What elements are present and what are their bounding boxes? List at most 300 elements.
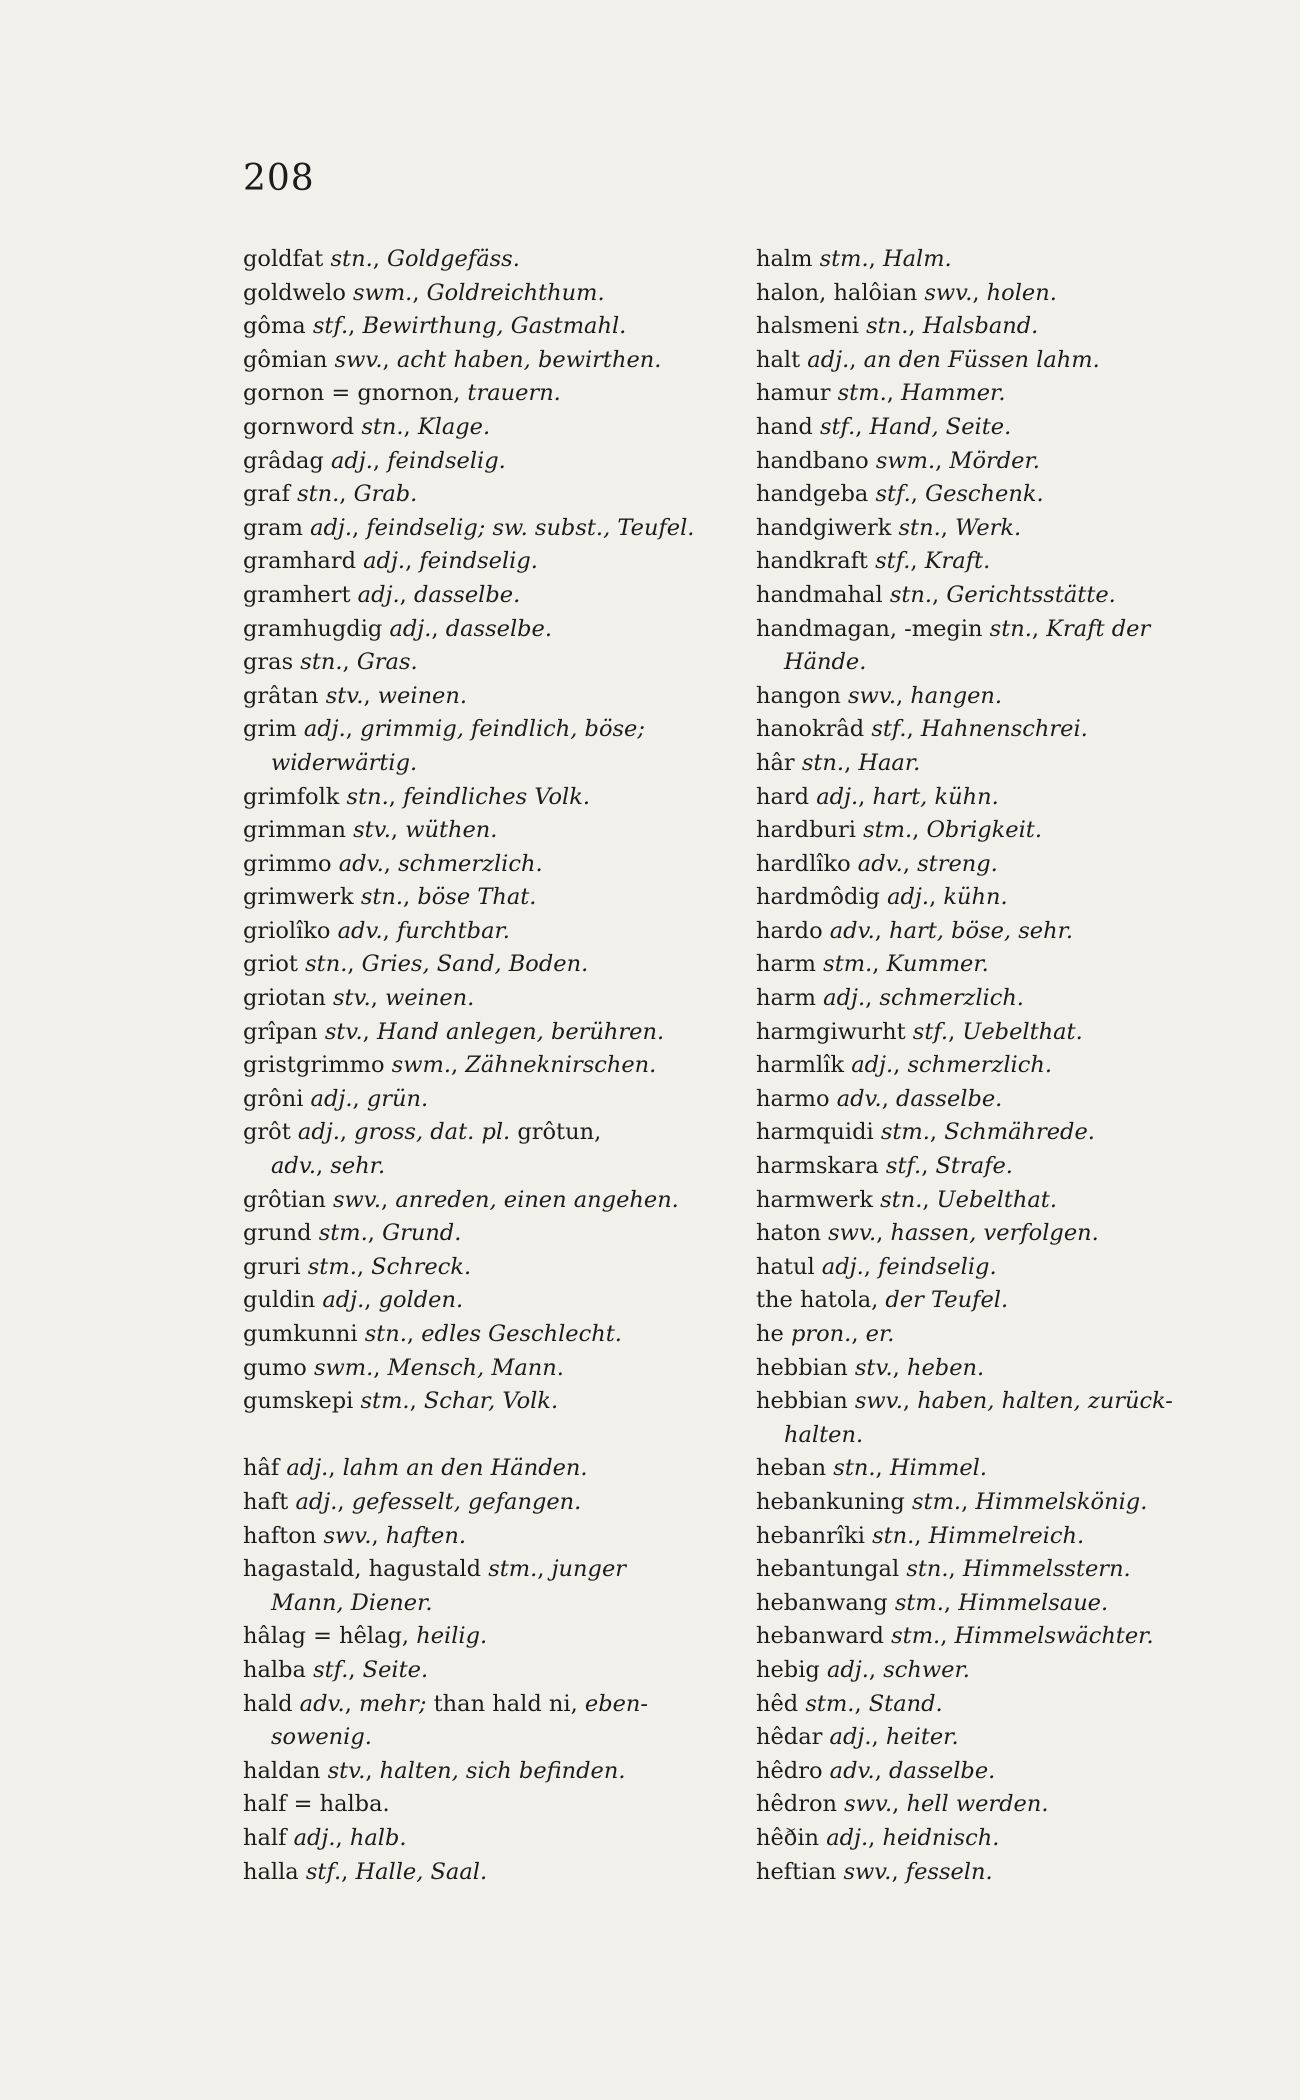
- dictionary-entry: [243, 982, 723, 1016]
- entry-line: [756, 814, 1256, 848]
- entry-continuation-line: [243, 747, 723, 781]
- headword: harm: [756, 985, 824, 1012]
- grammar-label: stn.: [297, 481, 340, 508]
- entry-line: [243, 646, 723, 680]
- dictionary-entry: [243, 1251, 723, 1285]
- headword: haton: [756, 1220, 829, 1247]
- headword: he: [756, 1321, 791, 1347]
- gloss: hart, böse, sehr.: [889, 917, 1074, 944]
- punctuation: ,: [851, 1321, 866, 1347]
- punctuation: ,: [335, 1824, 350, 1851]
- dictionary-entry: [756, 680, 1256, 714]
- gloss: Seite.: [362, 1656, 429, 1683]
- headword: hebbian: [756, 1354, 855, 1381]
- headword: hebig: [756, 1656, 827, 1683]
- gloss: sehr.: [330, 1153, 386, 1180]
- entry-line: [756, 1251, 1256, 1285]
- grammar-label: adj.: [821, 1253, 864, 1280]
- dictionary-entry: [756, 814, 1256, 848]
- grammar-label: stm.: [819, 246, 869, 272]
- gloss: Himmelswächter.: [954, 1623, 1154, 1650]
- grammar-label: stn.: [833, 1455, 876, 1482]
- headword: grimfolk: [243, 783, 347, 810]
- dictionary-entry: [243, 1284, 723, 1318]
- page-number: 208: [243, 158, 315, 199]
- punctuation: ,: [403, 884, 418, 911]
- gloss: schmerzlich.: [398, 850, 543, 877]
- entry-line: [756, 1587, 1256, 1621]
- headword: halm: [756, 246, 820, 272]
- headword: handgiwerk: [756, 514, 899, 541]
- gloss: Himmelsstern.: [962, 1556, 1131, 1583]
- gloss: Geschenk.: [925, 481, 1044, 508]
- headword: hebanward: [756, 1623, 892, 1650]
- gloss: gross,: [354, 1119, 431, 1146]
- headword: than hald ni,: [426, 1690, 585, 1717]
- entry-line: [756, 1520, 1256, 1554]
- dictionary-entry: [243, 243, 723, 277]
- headword: handkraft: [756, 548, 876, 575]
- grammar-label: stm.: [318, 1220, 368, 1247]
- punctuation: ,: [352, 514, 367, 541]
- dictionary-entry: [243, 948, 723, 982]
- entry-line: [756, 1856, 1256, 1890]
- dictionary-entry: [756, 1016, 1256, 1050]
- dictionary-entry: [243, 1116, 723, 1183]
- dictionary-entry: [756, 1385, 1256, 1452]
- entry-line: [243, 310, 723, 344]
- headword: handmahal: [756, 581, 890, 608]
- headword: hard: [756, 783, 817, 810]
- gloss: kühn.: [943, 884, 1008, 911]
- dictionary-entry: [756, 1217, 1256, 1251]
- entry-line: [243, 1385, 723, 1419]
- grammar-label: stf.: [871, 716, 907, 743]
- headword: gruri: [243, 1253, 308, 1280]
- grammar-label: stf.: [305, 1858, 342, 1885]
- dictionary-entry: [756, 1856, 1256, 1890]
- entry-line: [243, 1486, 723, 1520]
- headword: gôma: [243, 313, 313, 340]
- gloss: sowenig.: [271, 1724, 372, 1751]
- grammar-label: swv.: [333, 1186, 381, 1213]
- entry-line: [756, 1016, 1256, 1050]
- punctuation: ,: [371, 1522, 386, 1549]
- punctuation: ,: [929, 1119, 945, 1146]
- gloss: heilig.: [416, 1623, 488, 1650]
- punctuation: ,: [339, 1119, 355, 1146]
- dictionary-entry: [756, 713, 1256, 747]
- headword: harm: [756, 951, 824, 978]
- entry-line: [756, 680, 1256, 714]
- gloss: Hände.: [784, 649, 867, 676]
- punctuation: ,: [316, 1153, 331, 1180]
- gloss: Klage.: [417, 413, 491, 440]
- gloss: schmerzlich.: [879, 985, 1024, 1012]
- dictionary-entry: [243, 881, 723, 915]
- gloss: weinen.: [385, 985, 475, 1012]
- grammar-label: adj.: [322, 1287, 365, 1314]
- entry-line: [243, 1116, 723, 1150]
- entry-line: [756, 613, 1256, 647]
- grammar-label: stf.: [875, 548, 911, 575]
- punctuation: ,: [367, 1220, 383, 1247]
- gloss: grün.: [366, 1085, 429, 1112]
- headword: grîpan: [243, 1018, 325, 1045]
- dictionary-entry: [756, 848, 1256, 882]
- entry-line: [756, 512, 1256, 546]
- entry-line: [756, 747, 1256, 781]
- entry-line: [243, 1284, 723, 1318]
- headword: gramhert: [243, 581, 358, 608]
- gloss: Grund.: [382, 1220, 462, 1247]
- entry-line: [243, 814, 723, 848]
- punctuation: ,: [858, 783, 873, 810]
- entry-continuation-line: [243, 1587, 723, 1621]
- dictionary-entry: [756, 747, 1256, 781]
- dictionary-entry: [756, 1587, 1256, 1621]
- dictionary-entry: [756, 881, 1256, 915]
- dictionary-entry: [756, 445, 1256, 479]
- entry-line: [756, 1721, 1256, 1755]
- grammar-label: stn.: [360, 884, 404, 911]
- grammar-label: adj.: [295, 1488, 338, 1515]
- punctuation: ,: [863, 1253, 879, 1280]
- grammar-label: adj.: [829, 1724, 872, 1751]
- headword: hardmôdig: [756, 884, 888, 911]
- dictionary-entry: [756, 1116, 1256, 1150]
- entry-line: [756, 1217, 1256, 1251]
- entry-line: [756, 411, 1256, 445]
- grammar-label: swv.: [843, 1858, 892, 1885]
- grammar-label: adj.: [357, 581, 400, 608]
- gloss: er.: [865, 1321, 895, 1347]
- grammar-label: stm.: [891, 1623, 941, 1650]
- punctuation: ,: [363, 682, 378, 709]
- punctuation: ,: [406, 1321, 422, 1347]
- gloss: Goldgefäss.: [387, 246, 520, 272]
- punctuation: ,: [921, 1153, 936, 1180]
- headword: halla: [243, 1858, 306, 1885]
- grammar-label: adj.: [293, 1824, 336, 1851]
- gloss: böse That.: [417, 884, 537, 911]
- dictionary-entry: [756, 915, 1256, 949]
- entry-line: [243, 1620, 723, 1654]
- headword: halsmeni: [756, 313, 867, 340]
- dictionary-entry: [756, 1486, 1256, 1520]
- grammar-label: adj.: [286, 1455, 329, 1482]
- punctuation: ,: [849, 346, 864, 373]
- gloss: furchtbar.: [396, 917, 510, 944]
- headword: gramhard: [243, 548, 364, 575]
- entry-line: [756, 982, 1256, 1016]
- grammar-label: adj.: [823, 985, 866, 1012]
- headword: goldwelo: [243, 279, 354, 306]
- gloss: fesseln.: [905, 1858, 993, 1885]
- punctuation: ,: [893, 1052, 908, 1079]
- entry-line: [243, 982, 723, 1016]
- grammar-label: pron.: [790, 1321, 852, 1347]
- grammar-label: adj.: [807, 346, 850, 373]
- entry-line: [756, 478, 1256, 512]
- entry-line: [243, 613, 723, 647]
- gloss: feindselig.: [387, 447, 506, 474]
- headword: gristgrimmo: [243, 1052, 392, 1079]
- punctuation: ,: [855, 413, 870, 440]
- entry-line: [243, 579, 723, 613]
- grammar-label: adj.: [303, 716, 346, 743]
- gloss: Gerichtsstätte.: [946, 581, 1116, 608]
- gloss: junger: [551, 1556, 627, 1583]
- grammar-label: adj.: [297, 1119, 340, 1146]
- headword: grâtan: [243, 682, 326, 709]
- entry-line: [756, 545, 1256, 579]
- punctuation: ,: [892, 1791, 907, 1818]
- punctuation: ,: [875, 1455, 890, 1482]
- punctuation: ,: [347, 951, 362, 978]
- gloss: halten.: [784, 1421, 864, 1448]
- grammar-label: stm.: [863, 817, 913, 844]
- entry-line: [756, 243, 1256, 277]
- punctuation: ,: [339, 481, 354, 508]
- dictionary-entry: [243, 1385, 723, 1419]
- gloss: eben-: [584, 1690, 649, 1717]
- punctuation: ,: [356, 1253, 372, 1280]
- entry-line: [756, 915, 1256, 949]
- grammar-label: swv.: [828, 1220, 877, 1247]
- punctuation: ,: [961, 1488, 976, 1515]
- dictionary-entry: [243, 377, 723, 411]
- gloss: Obrigkeit.: [926, 817, 1042, 844]
- entry-line: [243, 411, 723, 445]
- gloss: dasselbe.: [896, 1085, 1003, 1112]
- gloss: hell werden.: [906, 1791, 1049, 1818]
- gloss: Uebelthat.: [936, 1186, 1058, 1213]
- gloss: Grab.: [353, 481, 418, 508]
- headword: hebanrîki: [756, 1522, 873, 1549]
- dictionary-entry: [756, 243, 1256, 277]
- grammar-label: adv.: [829, 917, 875, 944]
- headword: harmskara: [756, 1153, 886, 1180]
- dictionary-entry: [243, 1217, 723, 1251]
- punctuation: ,: [906, 716, 921, 743]
- gloss: hangen.: [910, 682, 1003, 709]
- entry-line: [756, 1553, 1256, 1587]
- entry-line: [243, 1083, 723, 1117]
- grammar-label: stm.: [307, 1253, 357, 1280]
- gloss: mehr;: [359, 1690, 427, 1717]
- grammar-label: stn.: [989, 615, 1032, 642]
- gloss: acht haben, bewirthen.: [396, 346, 662, 373]
- headword: grôni: [243, 1085, 311, 1112]
- grammar-label: adv.: [829, 1757, 875, 1784]
- gloss: Haar.: [858, 749, 921, 776]
- punctuation: ,: [871, 1724, 886, 1751]
- punctuation: ,: [868, 246, 883, 272]
- dictionary-entry: [243, 1688, 723, 1755]
- grammar-label: stn.: [872, 1522, 915, 1549]
- entry-continuation-line: [756, 646, 1256, 680]
- grammar-label: stf.: [313, 1656, 349, 1683]
- grammar-label: swv.: [854, 1388, 903, 1415]
- headword: guldin: [243, 1287, 323, 1314]
- dictionary-entry: [756, 1755, 1256, 1789]
- entry-line: [243, 1452, 723, 1486]
- entry-line: [756, 1318, 1256, 1352]
- grammar-label: stf.: [912, 1018, 949, 1045]
- dictionary-entry: [756, 1452, 1256, 1486]
- entry-line: [243, 1251, 723, 1285]
- grammar-label: adj.: [826, 1824, 869, 1851]
- gloss: der Teufel.: [885, 1287, 1009, 1314]
- entry-line: [243, 1553, 723, 1587]
- gloss: halten, sich befinden.: [379, 1757, 626, 1784]
- headword: heftian: [756, 1858, 844, 1885]
- right-column: [756, 243, 1256, 1889]
- punctuation: ,: [399, 581, 414, 608]
- dictionary-entry: [243, 1318, 723, 1352]
- punctuation: ,: [876, 1220, 891, 1247]
- grammar-label: stm.: [823, 951, 873, 978]
- punctuation: ,: [902, 1388, 918, 1415]
- dictionary-entry: [756, 344, 1256, 378]
- entry-line: [756, 781, 1256, 815]
- headword: half = halba.: [243, 1791, 390, 1818]
- grammar-label: swv.: [848, 682, 896, 709]
- entry-line: [756, 1049, 1256, 1083]
- grammar-label: adj.: [310, 514, 353, 541]
- punctuation: ,: [373, 1354, 388, 1381]
- grammar-label: stn.: [300, 649, 343, 676]
- gloss: Gries, Sand, Boden.: [361, 951, 589, 978]
- punctuation: ,: [382, 917, 397, 944]
- dictionary-entry: [243, 1083, 723, 1117]
- gloss: Himmelskönig.: [975, 1488, 1148, 1515]
- grammar-label: adj.: [887, 884, 930, 911]
- headword: goldfat: [243, 246, 331, 272]
- headword: handbano: [756, 447, 876, 474]
- entry-line: [756, 1116, 1256, 1150]
- left-column: [243, 243, 723, 1889]
- headword: gornword: [243, 413, 362, 440]
- grammar-label: adj.: [310, 1085, 353, 1112]
- punctuation: ,: [854, 1690, 869, 1717]
- grammar-label: adv.: [857, 850, 903, 877]
- punctuation: ,: [409, 1388, 424, 1415]
- entry-line: [243, 1654, 723, 1688]
- headword: harmquidi: [756, 1119, 881, 1146]
- dictionary-entry: [243, 814, 723, 848]
- gloss: Himmelreich.: [928, 1522, 1085, 1549]
- entry-line: [756, 1452, 1256, 1486]
- punctuation: ,: [910, 548, 925, 575]
- gloss: schwer.: [883, 1656, 970, 1683]
- dictionary-entry: [756, 411, 1256, 445]
- punctuation: ,: [390, 817, 406, 844]
- punctuation: ,: [382, 346, 397, 373]
- dictionary-entry: [756, 1553, 1256, 1587]
- headword: hêdar: [756, 1724, 830, 1751]
- entry-line: [243, 344, 723, 378]
- punctuation: ,: [886, 380, 902, 407]
- gloss: feindselig; sw. subst., Teufel.: [366, 514, 695, 541]
- dictionary-entry: [243, 545, 723, 579]
- dictionary-entry: [756, 1150, 1256, 1184]
- punctuation: ,: [922, 1186, 937, 1213]
- dictionary-entry: [756, 1688, 1256, 1722]
- gloss: schmerzlich.: [907, 1052, 1052, 1079]
- grammar-label: stn.: [364, 1321, 407, 1347]
- dictionary-entry: [756, 1822, 1256, 1856]
- headword: gornon = gnornon,: [243, 380, 468, 407]
- entry-line: [756, 1083, 1256, 1117]
- gloss: Kraft der: [1046, 615, 1151, 642]
- gloss: dasselbe.: [445, 615, 553, 642]
- entry-line: [756, 1385, 1256, 1419]
- grammar-label: stv.: [325, 682, 364, 709]
- grammar-label: stf.: [819, 413, 856, 440]
- headword: hêdro: [756, 1757, 830, 1784]
- punctuation: ,: [874, 1757, 889, 1784]
- gloss: trauern.: [467, 380, 561, 407]
- punctuation: ,: [844, 749, 859, 776]
- dictionary-entry: [243, 1620, 723, 1654]
- punctuation: ,: [342, 649, 357, 676]
- gloss: heidnisch.: [882, 1824, 1000, 1851]
- headword: hafton: [243, 1522, 324, 1549]
- punctuation: ,: [881, 1085, 897, 1112]
- headword: halba: [243, 1656, 314, 1683]
- gloss: widerwärtig.: [271, 749, 418, 776]
- dictionary-entry: [243, 344, 723, 378]
- dictionary-entry: [756, 1788, 1256, 1822]
- entry-line: [756, 881, 1256, 915]
- dictionary-entry: [756, 948, 1256, 982]
- dictionary-entry: [243, 445, 723, 479]
- gloss: feindliches Volk.: [403, 783, 591, 810]
- punctuation: ,: [337, 1488, 352, 1515]
- dictionary-entry: [756, 1284, 1256, 1318]
- grammar-label: stv.: [353, 817, 391, 844]
- punctuation: ,: [902, 850, 918, 877]
- punctuation: ,: [908, 313, 923, 340]
- headword: handgeba: [756, 481, 876, 508]
- entry-line: [243, 512, 723, 546]
- punctuation: ,: [914, 1522, 929, 1549]
- grammar-label: swv.: [334, 346, 383, 373]
- entry-line: [243, 1788, 723, 1822]
- grammar-label: stm.: [837, 380, 887, 407]
- gloss: Hand anlegen, berühren.: [376, 1018, 665, 1045]
- gloss: Mann, Diener.: [271, 1589, 433, 1616]
- grammar-label: adj.: [330, 447, 373, 474]
- dictionary-entry: [756, 781, 1256, 815]
- dictionary-entry: [243, 277, 723, 311]
- entry-line: [756, 377, 1256, 411]
- headword: griotan: [243, 985, 333, 1012]
- grammar-label: stv.: [333, 985, 371, 1012]
- entry-line: [756, 1688, 1256, 1722]
- gloss: Goldreichthum.: [426, 279, 605, 306]
- dictionary-entry: [243, 1755, 723, 1789]
- dictionary-entry: [756, 1083, 1256, 1117]
- headword: grimman: [243, 817, 354, 844]
- gloss: heiter.: [885, 1724, 959, 1751]
- dictionary-entry: [243, 1822, 723, 1856]
- dictionary-entry: [243, 1452, 723, 1486]
- headword: hald: [243, 1690, 300, 1717]
- headword: graf: [243, 481, 298, 508]
